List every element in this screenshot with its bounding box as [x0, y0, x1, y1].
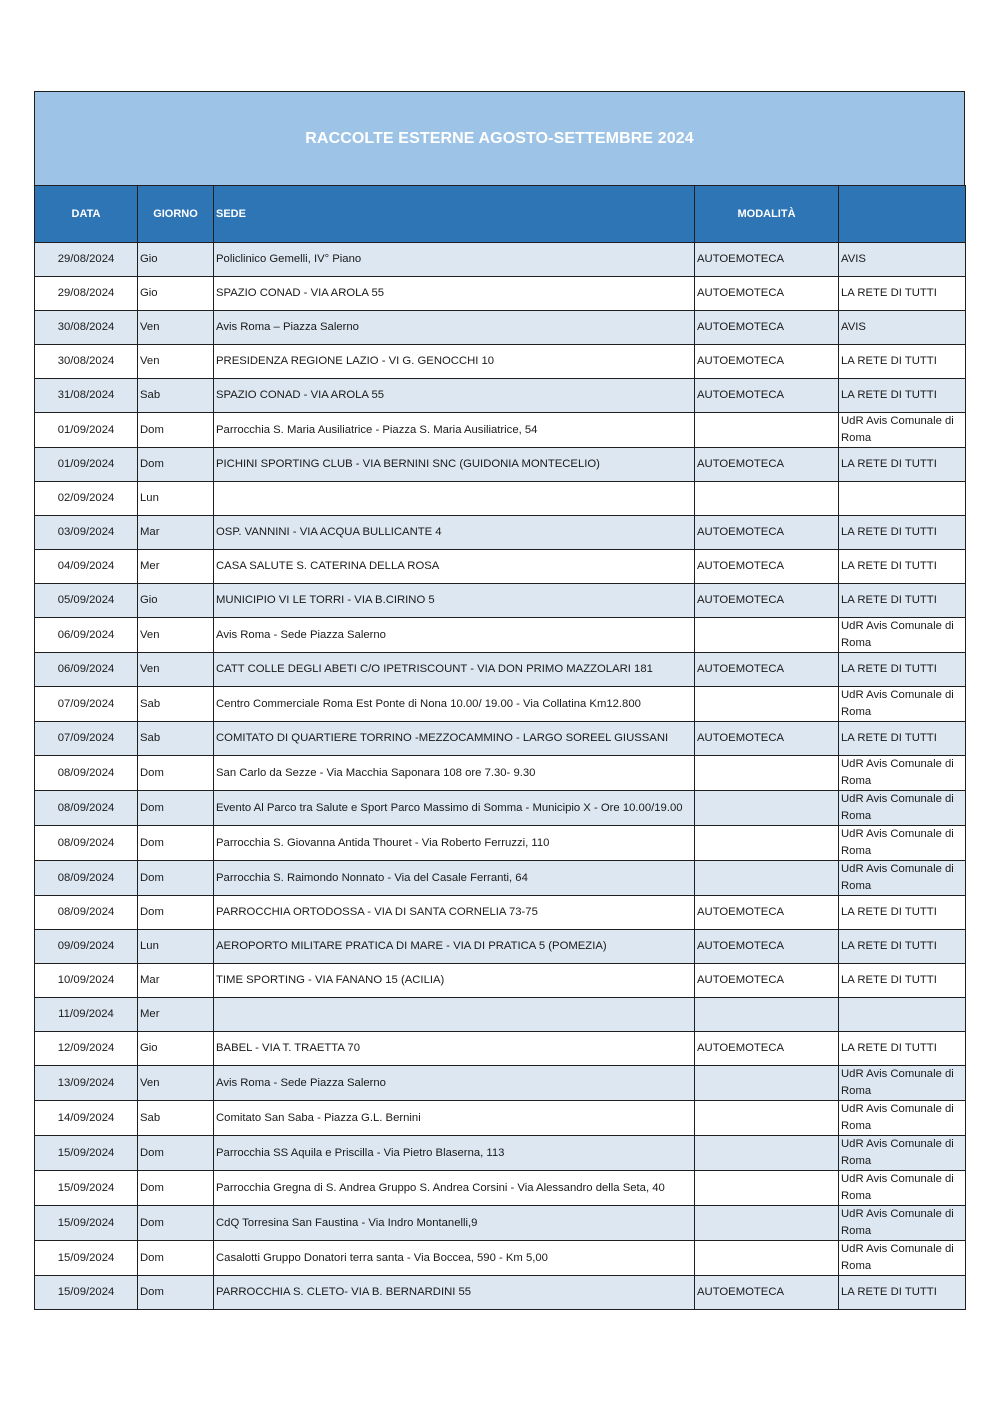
cell-sede: CASA SALUTE S. CATERINA DELLA ROSA: [214, 550, 695, 584]
cell-data: 07/09/2024: [35, 722, 138, 756]
cell-organizzazione: LA RETE DI TUTTI: [839, 930, 966, 964]
table-row: [35, 791, 966, 826]
cell-sede: San Carlo da Sezze - Via Macchia Saponara 108 ore 7.30- 9.30: [214, 756, 695, 791]
table-row: [35, 653, 966, 687]
cell-giorno: Ven: [138, 618, 214, 653]
cell-data: 15/09/2024: [35, 1206, 138, 1241]
cell-giorno: Mer: [138, 998, 214, 1032]
cell-giorno: Dom: [138, 1206, 214, 1241]
cell-organizzazione: UdR Avis Comunale di Roma: [839, 413, 966, 448]
cell-sede: PRESIDENZA REGIONE LAZIO - VI G. GENOCCHI 10: [214, 345, 695, 379]
cell-giorno: Gio: [138, 277, 214, 311]
cell-data: 08/09/2024: [35, 826, 138, 861]
cell-modalita: [695, 687, 839, 722]
cell-data: 30/08/2024: [35, 311, 138, 345]
cell-organizzazione: LA RETE DI TUTTI: [839, 964, 966, 998]
table-row: [35, 584, 966, 618]
cell-organizzazione: UdR Avis Comunale di Roma: [839, 1206, 966, 1241]
cell-data: 15/09/2024: [35, 1276, 138, 1310]
table-body: [35, 243, 966, 1310]
cell-organizzazione: LA RETE DI TUTTI: [839, 550, 966, 584]
cell-organizzazione: UdR Avis Comunale di Roma: [839, 1066, 966, 1101]
col-header-sede: SEDE: [214, 186, 695, 243]
cell-organizzazione: AVIS: [839, 243, 966, 277]
cell-modalita: [695, 1066, 839, 1101]
cell-data: 13/09/2024: [35, 1066, 138, 1101]
cell-modalita: [695, 1241, 839, 1276]
table-row: [35, 345, 966, 379]
cell-sede: MUNICIPIO VI LE TORRI - VIA B.CIRINO 5: [214, 584, 695, 618]
col-header-data: DATA: [35, 186, 138, 243]
table-row: [35, 756, 966, 791]
cell-data: 29/08/2024: [35, 277, 138, 311]
cell-organizzazione: UdR Avis Comunale di Roma: [839, 756, 966, 791]
cell-modalita: AUTOEMOTECA: [695, 345, 839, 379]
cell-sede: Avis Roma - Sede Piazza Salerno: [214, 618, 695, 653]
col-header-organizzazione: [839, 186, 966, 243]
cell-sede: SPAZIO CONAD - VIA AROLA 55: [214, 379, 695, 413]
cell-data: 03/09/2024: [35, 516, 138, 550]
cell-organizzazione: LA RETE DI TUTTI: [839, 448, 966, 482]
table-row: [35, 722, 966, 756]
cell-organizzazione: LA RETE DI TUTTI: [839, 896, 966, 930]
cell-giorno: Ven: [138, 1066, 214, 1101]
cell-modalita: [695, 791, 839, 826]
cell-giorno: Mar: [138, 516, 214, 550]
cell-sede: Centro Commerciale Roma Est Ponte di Nona 10.00/ 19.00 - Via Collatina Km12.800: [214, 687, 695, 722]
cell-organizzazione: LA RETE DI TUTTI: [839, 379, 966, 413]
table-row: [35, 964, 966, 998]
cell-modalita: [695, 1136, 839, 1171]
cell-giorno: Sab: [138, 1101, 214, 1136]
schedule-sheet: [34, 91, 965, 1310]
cell-giorno: Lun: [138, 930, 214, 964]
cell-data: 06/09/2024: [35, 618, 138, 653]
cell-modalita: AUTOEMOTECA: [695, 311, 839, 345]
cell-organizzazione: UdR Avis Comunale di Roma: [839, 861, 966, 896]
cell-giorno: Sab: [138, 687, 214, 722]
cell-data: 31/08/2024: [35, 379, 138, 413]
cell-sede: BABEL - VIA T. TRAETTA 70: [214, 1032, 695, 1066]
cell-modalita: AUTOEMOTECA: [695, 516, 839, 550]
cell-sede: Parrocchia S. Raimondo Nonnato - Via del Casale Ferranti, 64: [214, 861, 695, 896]
table-row: [35, 1066, 966, 1101]
cell-data: 02/09/2024: [35, 482, 138, 516]
cell-organizzazione: LA RETE DI TUTTI: [839, 277, 966, 311]
cell-modalita: AUTOEMOTECA: [695, 896, 839, 930]
table-row: [35, 413, 966, 448]
table-row: [35, 1206, 966, 1241]
table-row: [35, 826, 966, 861]
cell-giorno: Ven: [138, 311, 214, 345]
cell-modalita: AUTOEMOTECA: [695, 930, 839, 964]
table-row: [35, 618, 966, 653]
cell-organizzazione: LA RETE DI TUTTI: [839, 653, 966, 687]
cell-sede: Evento Al Parco tra Salute e Sport Parco Massimo di Somma - Municipio X - Ore 10.00/19.00: [214, 791, 695, 826]
cell-giorno: Dom: [138, 1171, 214, 1206]
cell-sede: Parrocchia Gregna di S. Andrea Gruppo S. Andrea Corsini - Via Alessandro della Seta, 40: [214, 1171, 695, 1206]
cell-giorno: Mar: [138, 964, 214, 998]
cell-modalita: [695, 1206, 839, 1241]
cell-giorno: Dom: [138, 448, 214, 482]
cell-modalita: AUTOEMOTECA: [695, 448, 839, 482]
cell-giorno: Sab: [138, 379, 214, 413]
table-row: [35, 1241, 966, 1276]
cell-giorno: Gio: [138, 584, 214, 618]
cell-data: 01/09/2024: [35, 448, 138, 482]
cell-modalita: [695, 756, 839, 791]
cell-organizzazione: LA RETE DI TUTTI: [839, 516, 966, 550]
col-header-giorno: GIORNO: [138, 186, 214, 243]
cell-sede: [214, 482, 695, 516]
cell-data: 14/09/2024: [35, 1101, 138, 1136]
cell-modalita: AUTOEMOTECA: [695, 277, 839, 311]
cell-giorno: Sab: [138, 722, 214, 756]
cell-modalita: AUTOEMOTECA: [695, 243, 839, 277]
cell-data: 06/09/2024: [35, 653, 138, 687]
cell-data: 15/09/2024: [35, 1241, 138, 1276]
table-row: [35, 930, 966, 964]
cell-data: 15/09/2024: [35, 1171, 138, 1206]
cell-data: 15/09/2024: [35, 1136, 138, 1171]
table-row: [35, 243, 966, 277]
cell-organizzazione: UdR Avis Comunale di Roma: [839, 1101, 966, 1136]
cell-organizzazione: UdR Avis Comunale di Roma: [839, 1136, 966, 1171]
cell-giorno: Dom: [138, 756, 214, 791]
table-row: [35, 1136, 966, 1171]
cell-organizzazione: UdR Avis Comunale di Roma: [839, 618, 966, 653]
table-row: [35, 861, 966, 896]
cell-organizzazione: UdR Avis Comunale di Roma: [839, 1241, 966, 1276]
cell-modalita: [695, 998, 839, 1032]
cell-data: 12/09/2024: [35, 1032, 138, 1066]
cell-sede: TIME SPORTING - VIA FANANO 15 (ACILIA): [214, 964, 695, 998]
cell-giorno: Ven: [138, 653, 214, 687]
cell-data: 08/09/2024: [35, 861, 138, 896]
cell-sede: PICHINI SPORTING CLUB - VIA BERNINI SNC (GUIDONIA MONTECELIO): [214, 448, 695, 482]
cell-sede: Policlinico Gemelli, IV° Piano: [214, 243, 695, 277]
cell-modalita: [695, 482, 839, 516]
cell-giorno: Gio: [138, 1032, 214, 1066]
cell-data: 01/09/2024: [35, 413, 138, 448]
cell-modalita: AUTOEMOTECA: [695, 1032, 839, 1066]
cell-organizzazione: UdR Avis Comunale di Roma: [839, 687, 966, 722]
cell-modalita: [695, 413, 839, 448]
cell-giorno: Gio: [138, 243, 214, 277]
cell-giorno: Ven: [138, 345, 214, 379]
cell-sede: Parrocchia S. Maria Ausiliatrice - Piazza S. Maria Ausiliatrice, 54: [214, 413, 695, 448]
table-row: [35, 311, 966, 345]
header-row: [35, 186, 966, 243]
table-row: [35, 516, 966, 550]
cell-giorno: Dom: [138, 413, 214, 448]
cell-sede: Avis Roma - Sede Piazza Salerno: [214, 1066, 695, 1101]
cell-modalita: [695, 1101, 839, 1136]
cell-organizzazione: AVIS: [839, 311, 966, 345]
table-row: [35, 1101, 966, 1136]
cell-giorno: Dom: [138, 1276, 214, 1310]
cell-data: 09/09/2024: [35, 930, 138, 964]
cell-data: 08/09/2024: [35, 791, 138, 826]
cell-modalita: AUTOEMOTECA: [695, 653, 839, 687]
cell-giorno: Dom: [138, 791, 214, 826]
cell-modalita: AUTOEMOTECA: [695, 379, 839, 413]
cell-giorno: Lun: [138, 482, 214, 516]
cell-organizzazione: LA RETE DI TUTTI: [839, 722, 966, 756]
table-row: [35, 1171, 966, 1206]
cell-modalita: AUTOEMOTECA: [695, 1276, 839, 1310]
cell-sede: Parrocchia SS Aquila e Priscilla - Via Pietro Blaserna, 113: [214, 1136, 695, 1171]
col-header-modalita: MODALITÀ: [695, 186, 839, 243]
cell-modalita: AUTOEMOTECA: [695, 550, 839, 584]
cell-sede: PARROCCHIA S. CLETO- VIA B. BERNARDINI 55: [214, 1276, 695, 1310]
cell-data: 07/09/2024: [35, 687, 138, 722]
schedule-table: [34, 185, 966, 1310]
table-row: [35, 379, 966, 413]
title-band: [34, 91, 965, 185]
cell-modalita: [695, 618, 839, 653]
cell-sede: PARROCCHIA ORTODOSSA - VIA DI SANTA CORNELIA 73-75: [214, 896, 695, 930]
cell-organizzazione: UdR Avis Comunale di Roma: [839, 826, 966, 861]
cell-organizzazione: [839, 998, 966, 1032]
cell-organizzazione: LA RETE DI TUTTI: [839, 584, 966, 618]
cell-sede: AEROPORTO MILITARE PRATICA DI MARE - VIA DI PRATICA 5 (POMEZIA): [214, 930, 695, 964]
cell-data: 08/09/2024: [35, 896, 138, 930]
cell-sede: SPAZIO CONAD - VIA AROLA 55: [214, 277, 695, 311]
cell-organizzazione: LA RETE DI TUTTI: [839, 1032, 966, 1066]
table-row: [35, 448, 966, 482]
cell-sede: Casalotti Gruppo Donatori terra santa - Via Boccea, 590 - Km 5,00: [214, 1241, 695, 1276]
cell-data: 04/09/2024: [35, 550, 138, 584]
cell-giorno: Dom: [138, 826, 214, 861]
cell-sede: CdQ Torresina San Faustina - Via Indro Montanelli,9: [214, 1206, 695, 1241]
table-row: [35, 550, 966, 584]
cell-giorno: Dom: [138, 896, 214, 930]
cell-sede: COMITATO DI QUARTIERE TORRINO -MEZZOCAMMINO - LARGO SOREEL GIUSSANI: [214, 722, 695, 756]
cell-data: 10/09/2024: [35, 964, 138, 998]
table-row: [35, 896, 966, 930]
cell-sede: Avis Roma – Piazza Salerno: [214, 311, 695, 345]
page-title: RACCOLTE ESTERNE AGOSTO-SETTEMBRE 2024: [305, 129, 694, 147]
cell-sede: Comitato San Saba - Piazza G.L. Bernini: [214, 1101, 695, 1136]
table-row: [35, 277, 966, 311]
cell-giorno: Dom: [138, 861, 214, 896]
cell-data: 30/08/2024: [35, 345, 138, 379]
table-row: [35, 1032, 966, 1066]
cell-giorno: Dom: [138, 1136, 214, 1171]
table-row: [35, 1276, 966, 1310]
cell-modalita: AUTOEMOTECA: [695, 722, 839, 756]
cell-modalita: AUTOEMOTECA: [695, 584, 839, 618]
table-row: [35, 482, 966, 516]
cell-sede: [214, 998, 695, 1032]
table-row: [35, 998, 966, 1032]
cell-organizzazione: UdR Avis Comunale di Roma: [839, 1171, 966, 1206]
cell-data: 05/09/2024: [35, 584, 138, 618]
cell-modalita: AUTOEMOTECA: [695, 964, 839, 998]
cell-data: 08/09/2024: [35, 756, 138, 791]
cell-data: 29/08/2024: [35, 243, 138, 277]
cell-sede: OSP. VANNINI - VIA ACQUA BULLICANTE 4: [214, 516, 695, 550]
table-row: [35, 687, 966, 722]
cell-modalita: [695, 1171, 839, 1206]
cell-modalita: [695, 861, 839, 896]
cell-organizzazione: LA RETE DI TUTTI: [839, 345, 966, 379]
cell-organizzazione: UdR Avis Comunale di Roma: [839, 791, 966, 826]
cell-giorno: Dom: [138, 1241, 214, 1276]
cell-sede: CATT COLLE DEGLI ABETI C/O IPETRISCOUNT - VIA DON PRIMO MAZZOLARI 181: [214, 653, 695, 687]
cell-data: 11/09/2024: [35, 998, 138, 1032]
cell-organizzazione: LA RETE DI TUTTI: [839, 1276, 966, 1310]
cell-sede: Parrocchia S. Giovanna Antida Thouret - Via Roberto Ferruzzi, 110: [214, 826, 695, 861]
cell-modalita: [695, 826, 839, 861]
cell-giorno: Mer: [138, 550, 214, 584]
cell-organizzazione: [839, 482, 966, 516]
